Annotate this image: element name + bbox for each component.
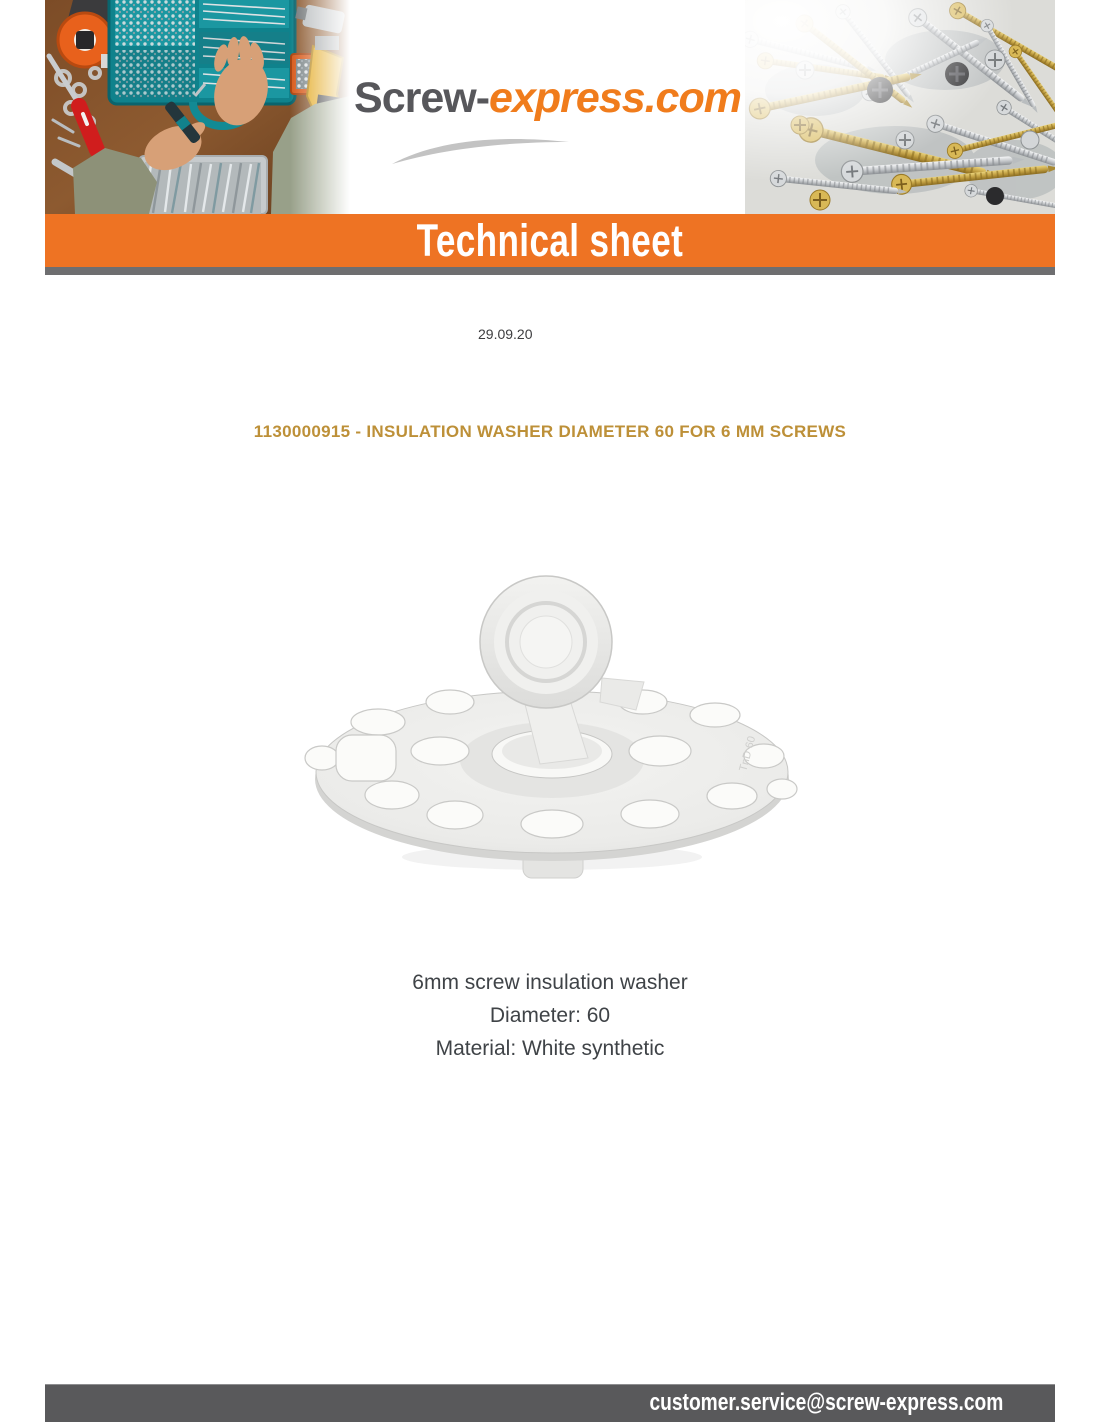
workbench-photo (45, 0, 350, 214)
logo-suffix: express.com (489, 74, 741, 122)
banner-title: Technical sheet (416, 215, 684, 266)
svg-text:TnD 60: TnD 60 (737, 734, 759, 773)
banner (45, 214, 1055, 267)
logo-zone (350, 0, 745, 214)
description-line-1: 6mm screw insulation washer (412, 971, 688, 994)
tape-measure-icon (58, 13, 112, 68)
brand-logo (350, 74, 745, 123)
product-description (0, 966, 1100, 1065)
customer-service-email: customer.service@screw-express.com (649, 1389, 1003, 1416)
footer-bar (45, 1384, 1055, 1422)
screw-pile-photo (745, 0, 1055, 214)
sheet-date: 29.09.20 (478, 326, 533, 342)
logo-swoosh (388, 130, 573, 166)
insulation-washer-image (300, 552, 800, 888)
workbench-photo-art (45, 0, 350, 214)
logo-prefix: Screw- (354, 74, 490, 122)
separator-bar (45, 267, 1055, 275)
product-image (300, 552, 800, 888)
description-line-3: Material: White synthetic (435, 1037, 665, 1060)
product-title: 1130000915 - INSULATION WASHER DIAMETER 60 FOR 6 MM SCREWS (253, 422, 847, 441)
screw-pile-photo-art (745, 0, 1055, 214)
description-line-2: Diameter: 60 (489, 1004, 611, 1027)
washer-cap (480, 576, 612, 708)
